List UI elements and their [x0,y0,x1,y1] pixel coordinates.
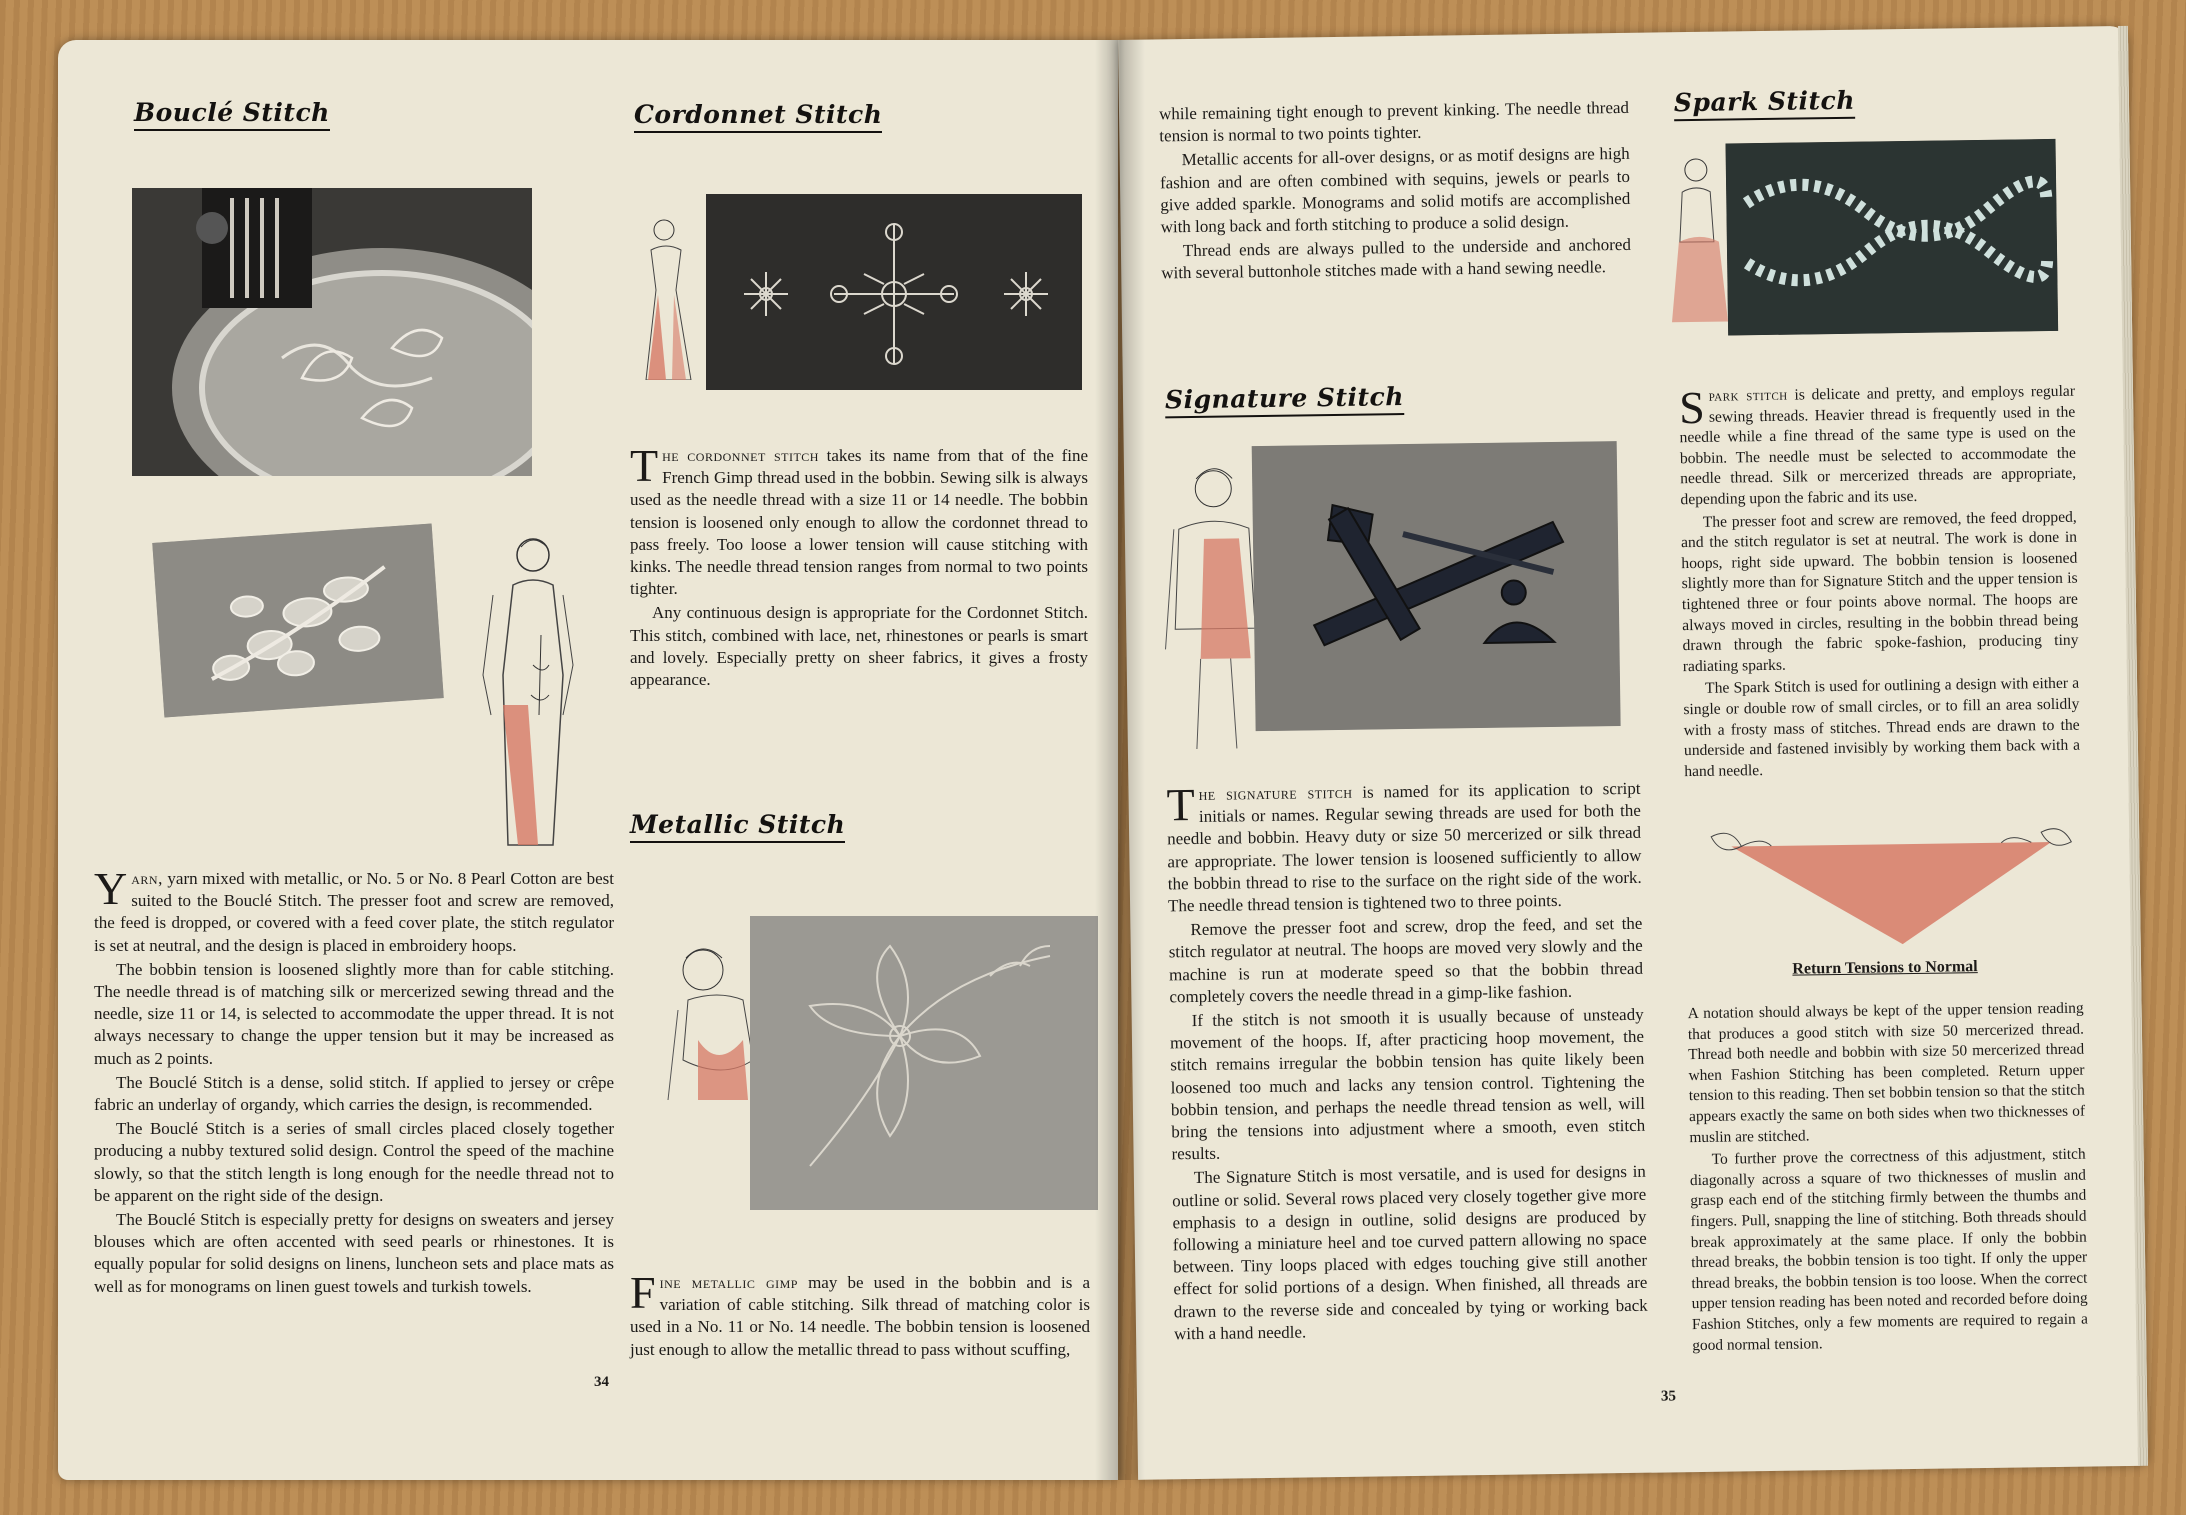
boucle-fashion-sketch [463,525,603,855]
signature-title-block [1165,382,1404,418]
right-page [1118,26,2148,1480]
cordonnet-dropcap: T [630,440,659,491]
cordonnet-lead: he cordonnet stitch [662,446,819,465]
metallic-title-block [630,810,845,843]
spark-title: Spark Stitch [1674,86,1855,122]
boucle-title: Bouclé Stitch [134,98,330,131]
return-tensions-caption: Return Tensions to Normal [1792,958,1978,978]
metallic-continued-text [1159,97,1632,287]
boucle-p1: yarn mixed with metallic, or No. 5 or No. 8 Pearl Cotton are best suited to the Bouclé Stitch. The presser foot and screw are removed, the feed is dropped, or covered with a feed cover plate, the stitch regulator is set at neutral, and the design is placed in embroidery hoops. [94,869,614,955]
signature-p3: If the stitch is not smooth it is usually because of unsteady movement of the hoops. If, after practicing hoop movement, the stitch remains irregular the bobbin tension has quite likely been loosened too much and lacks any tension control. Tightening the bobbin tension, and perhaps the needle thread tension as well, will bring the tensions into adjustment where a smooth, even stitch results. [1169,1004,1646,1164]
metallic-sample-photo [750,916,1098,1210]
spark-lead: park stitch [1708,386,1788,405]
spark-p3: The Spark Stitch is used for outlining a design with either a single or double row of small circles, or to fill an area solidly with a frosty mass of stitches. Thread ends are drawn to the underside and fastened invisibly by working them back with a hand needle. [1683,674,2081,780]
spark-text [1679,382,2081,785]
left-page [58,40,1118,1480]
spark-dropcap: S [1678,381,1706,434]
boucle-p4: The Bouclé Stitch is a series of small circles placed closely together producing a nubby textured solid design. Control the speed of the machine slowly, so that the stitch length is long enough for the needle thread not to be apparent on the right side of the design. [94,1119,614,1205]
metallic-dropcap: F [630,1267,656,1318]
return-tensions-text [1688,999,2089,1359]
metallic-text [630,1267,1090,1363]
metallic-p1: may be used in the bobbin and is a variation of cable stitching. Silk thread of matching color is used in a No. 11 or No. 14 needle. The bobbin tension is loosened just enough to allow the metallic thread to pass without scuffing, [630,1273,1090,1359]
spark-p1: is delicate and pretty, and employs regular sewing threads. Heavier thread is frequently used in the needle while a fine thread of the same type is used on the bobbin. The needle must be selected to accommodate the needle thread. Silk or mercerized threads are appropriate, depending upon the fabric and its use. [1679,382,2077,509]
return-tensions-p1: A notation should always be kept of the upper tension reading that produces a good stitch with size 50 mercerized thread. Thread both needle and bobbin with size 50 mercerized thread when Fashion Stitching has been completed. Return upper tension to this reading. Then set bobbin tension so that the stitch appears exactly the same on both sides when two thicknesses of muslin are stitched. [1687,999,2086,1146]
page-number-left: 34 [594,1374,609,1390]
metallic-cont-p1: while remaining tight enough to prevent kinking. The needle thread tension is normal to two points tighter. [1158,97,1630,146]
cordonnet-sample-photo [706,194,1082,390]
signature-sample-photo [1252,441,1621,731]
return-tensions-caption-block [1687,957,2083,981]
signature-lead: he signature stitch [1198,782,1353,804]
boucle-lead: arn, [131,869,163,888]
cordonnet-p1: takes its name from that of the fine French Gimp thread used in the bobbin. Sewing silk is always used as the needle thread with a size 11 or 14 needle. The bobbin tension is loosened only enough to allow the cordonnet thread to pass freely. Too loose a lower tension will cause stitching with kinks. The needle thread tension ranges from normal to two points tighter. [630,446,1089,599]
boucle-p5: The Bouclé Stitch is especially pretty for designs on sweaters and jersey blouses which are often accented with seed pearls or rhinestones. It is equally popular for solid designs on linens, luncheon sets and place mats as well as for monograms on linen guest towels and turkish towels. [94,1210,614,1296]
boucle-text [94,863,614,1300]
boucle-dropcap: Y [94,863,128,914]
return-tensions-p2: To further prove the correctness of this adjustment, stitch diagonally across a square of two thicknesses of muslin and grasp each end of the stitching firmly between the thumbs and fingers. Pull, snapping the line of stitching. Both threads should break approximately at the same place. If only the bobbin thread breaks, the bobbin tension is too tight. If only the upper thread breaks, the bobbin tension is too loose. When the correct upper tension reading has been noted and recorded before doing Fashion Stitches, only a few moments are required to regain a good normal tension. [1689,1145,2089,1354]
signature-p1: is named for its application to script initials or names. Regular sewing threads are used for both the needle and bobbin. Heavy duty or size 50 mercerized or silk thread are appropriate. The lower tension is loosened sufficiently to allow the bobbin thread to rise to the surface on the right side of the work. The needle thread tension is tightened two to three points. [1167,778,1642,916]
metallic-cont-p3: Thread ends are always pulled to the underside and anchored with several buttonhole stitches made with a hand sewing needle. [1161,235,1632,283]
cordonnet-p2: Any continuous design is appropriate for the Cordonnet Stitch. This stitch, combined with lace, net, rhinestones or pearls is smart and lovely. Especially pretty on sheer fabrics, it gives a frosty appearance. [630,603,1088,690]
signature-p2: Remove the presser foot and screw, drop the feed, and set the stitch regulator at neutral. The hoops are moved very slowly and the machine is run at moderate speed so that the bobbin thread completely covers the needle thread in a gimp-like fashion. [1168,913,1644,1007]
boucle-p2: The bobbin tension is loosened slightly more than for cable stitching. The needle thread is of matching silk or mercerized sewing thread and the needle, size 11 or 14, is selected to accommodate the upper thread. It is not always necessary to change the upper tension but it may be increased as much as 2 points. [94,959,614,1068]
metallic-title: Metallic Stitch [630,810,845,843]
cordonnet-title-block [634,100,882,133]
signature-dropcap: T [1166,779,1196,831]
boucle-sample-photo [152,523,444,717]
boucle-p3: The Bouclé Stitch is a dense, solid stitch. If applied to jersey or crêpe fabric an underlay of organdy, which carries the design, is recommended. [94,1072,614,1115]
cordonnet-text [630,440,1089,693]
page-edge [2118,26,2148,1466]
page-number-right: 35 [1660,1388,1677,1405]
metallic-cont-p2: Metallic accents for all-over designs, or as motif designs are high fashion and are often combined with sequins, jewels or pearls to give added sparkle. Monograms and solid motifs are accomplished with long back and forth stitching to produce a solid design. [1159,144,1631,237]
return-tensions-illustration [1701,822,2083,957]
boucle-title-block [134,98,330,131]
cordonnet-title: Cordonnet Stitch [634,100,882,133]
spark-title-block [1674,86,1855,122]
signature-p4: The Signature Stitch is most versatile, and is used for designs in outline or solid. Several rows placed very closely together give more emphasis to a design in outline, solid designs are produced by following a miniature heel and toe curved pattern allowing no space between. Tiny loops placed with edges touching give still another effect for solid portions of a design. When finished, all threads are drawn to the reverse side and concealed by tying or working back with a hand needle. [1172,1162,1648,1344]
spark-sample-photo [1726,139,2059,336]
signature-text [1166,778,1648,1348]
cordonnet-fashion-sketch [636,210,696,380]
metallic-lead: ine metallic gimp [659,1273,798,1292]
spark-p2: The presser foot and screw are removed, the feed dropped, and the stitch regulator is set at neutral. The work is done in hoops, right side upward. The bobbin tension is loosened slightly more than for Signature Stitch and the upper tension is tightened three or four points above normal. The hoops are always moved in circles, resulting in the bobbin thread being drawn through the fabric spoke-fashion, producing tiny radiating sparks. [1680,508,2079,675]
spark-fashion-sketch [1668,151,1731,332]
signature-title: Signature Stitch [1165,382,1404,418]
boucle-machine-photo [132,188,532,476]
